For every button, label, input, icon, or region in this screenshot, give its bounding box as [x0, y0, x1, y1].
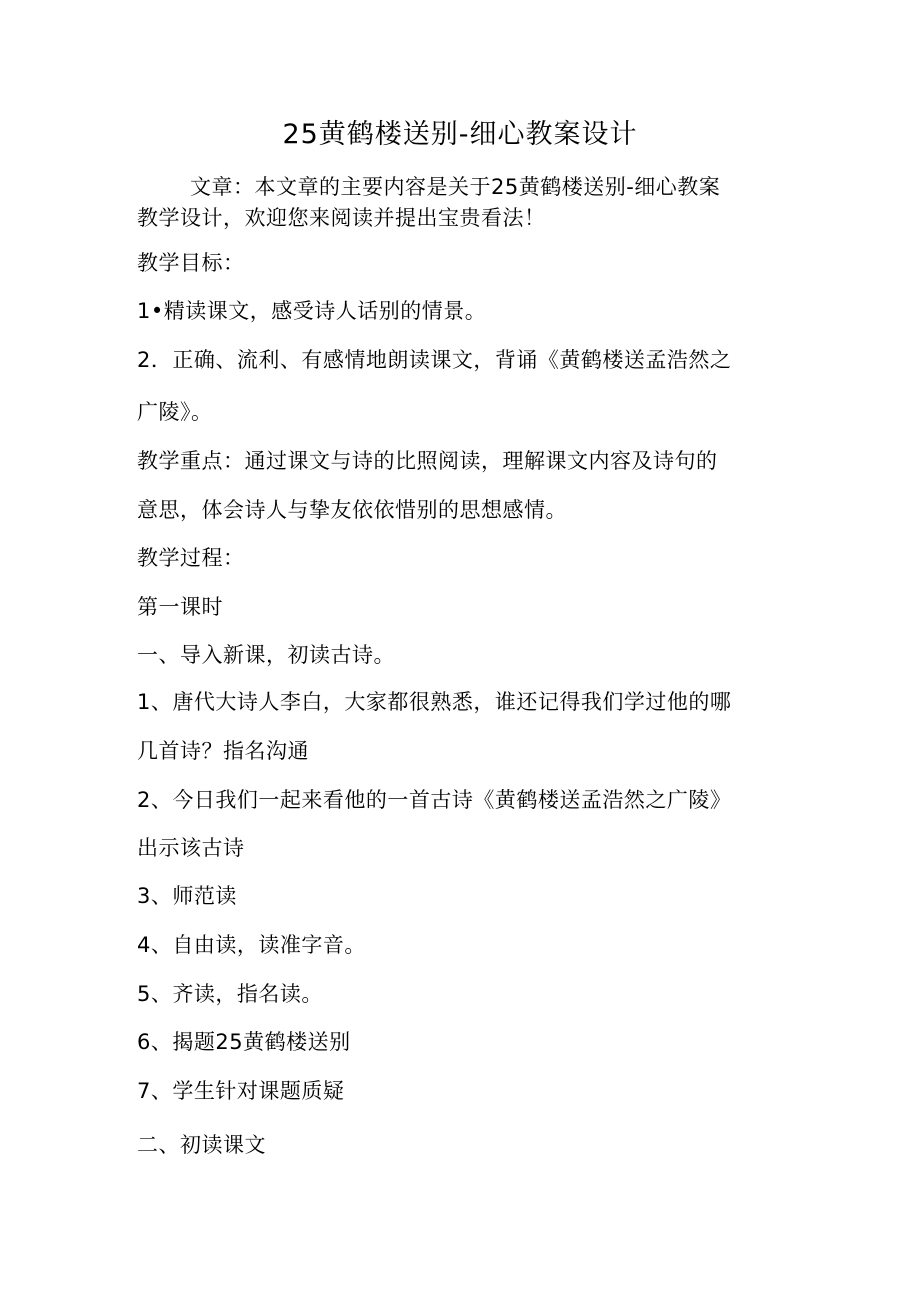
section-heading-1: 一、导入新课，初读古诗。 [137, 643, 395, 667]
step-2-line-1: 2、今日我们一起来看他的一首古诗《黄鹤楼送孟浩然之广陵》 [137, 788, 732, 812]
goal-item-1: 1•精读课文，感受诗人话别的情景。 [137, 299, 487, 323]
goals-heading: 教学目标： [137, 251, 245, 275]
focus-line-2: 意思，体会诗人与挚友依依惜别的思想感情。 [137, 498, 567, 522]
step-1-line-2: 几首诗？指名沟通 [137, 739, 309, 763]
step-7: 7、学生针对课题质疑 [137, 1079, 345, 1103]
intro-line-1: 文章：本文章的主要内容是关于25黄鹤楼送别-细心教案 [190, 175, 721, 199]
process-heading: 教学过程： [137, 546, 245, 570]
step-3: 3、师范读 [137, 884, 237, 908]
step-4: 4、自由读，读准字音。 [137, 933, 366, 957]
document-title: 25黄鹤楼送别-细心教案设计 [282, 119, 638, 150]
step-5: 5、齐读，指名读。 [137, 982, 323, 1006]
step-6: 6、揭题25黄鹤楼送别 [137, 1030, 351, 1054]
section-heading-2: 二、初读课文 [137, 1133, 266, 1157]
goal-item-2-line-2: 广陵》。 [137, 400, 213, 424]
lesson-heading: 第一课时 [137, 595, 223, 619]
goal-item-2-line-1: 2．正确、流利、有感情地朗读课文，背诵《黄鹤楼送孟浩然之 [137, 348, 732, 372]
focus-line-1: 教学重点：通过课文与诗的比照阅读，理解课文内容及诗句的 [137, 449, 718, 473]
intro-line-2: 教学设计，欢迎您来阅读并提出宝贵看法！ [137, 206, 546, 230]
step-1-line-1: 1、唐代大诗人李白，大家都很熟悉，谁还记得我们学过他的哪 [137, 690, 732, 714]
step-2-line-2: 出示该古诗 [137, 836, 245, 860]
